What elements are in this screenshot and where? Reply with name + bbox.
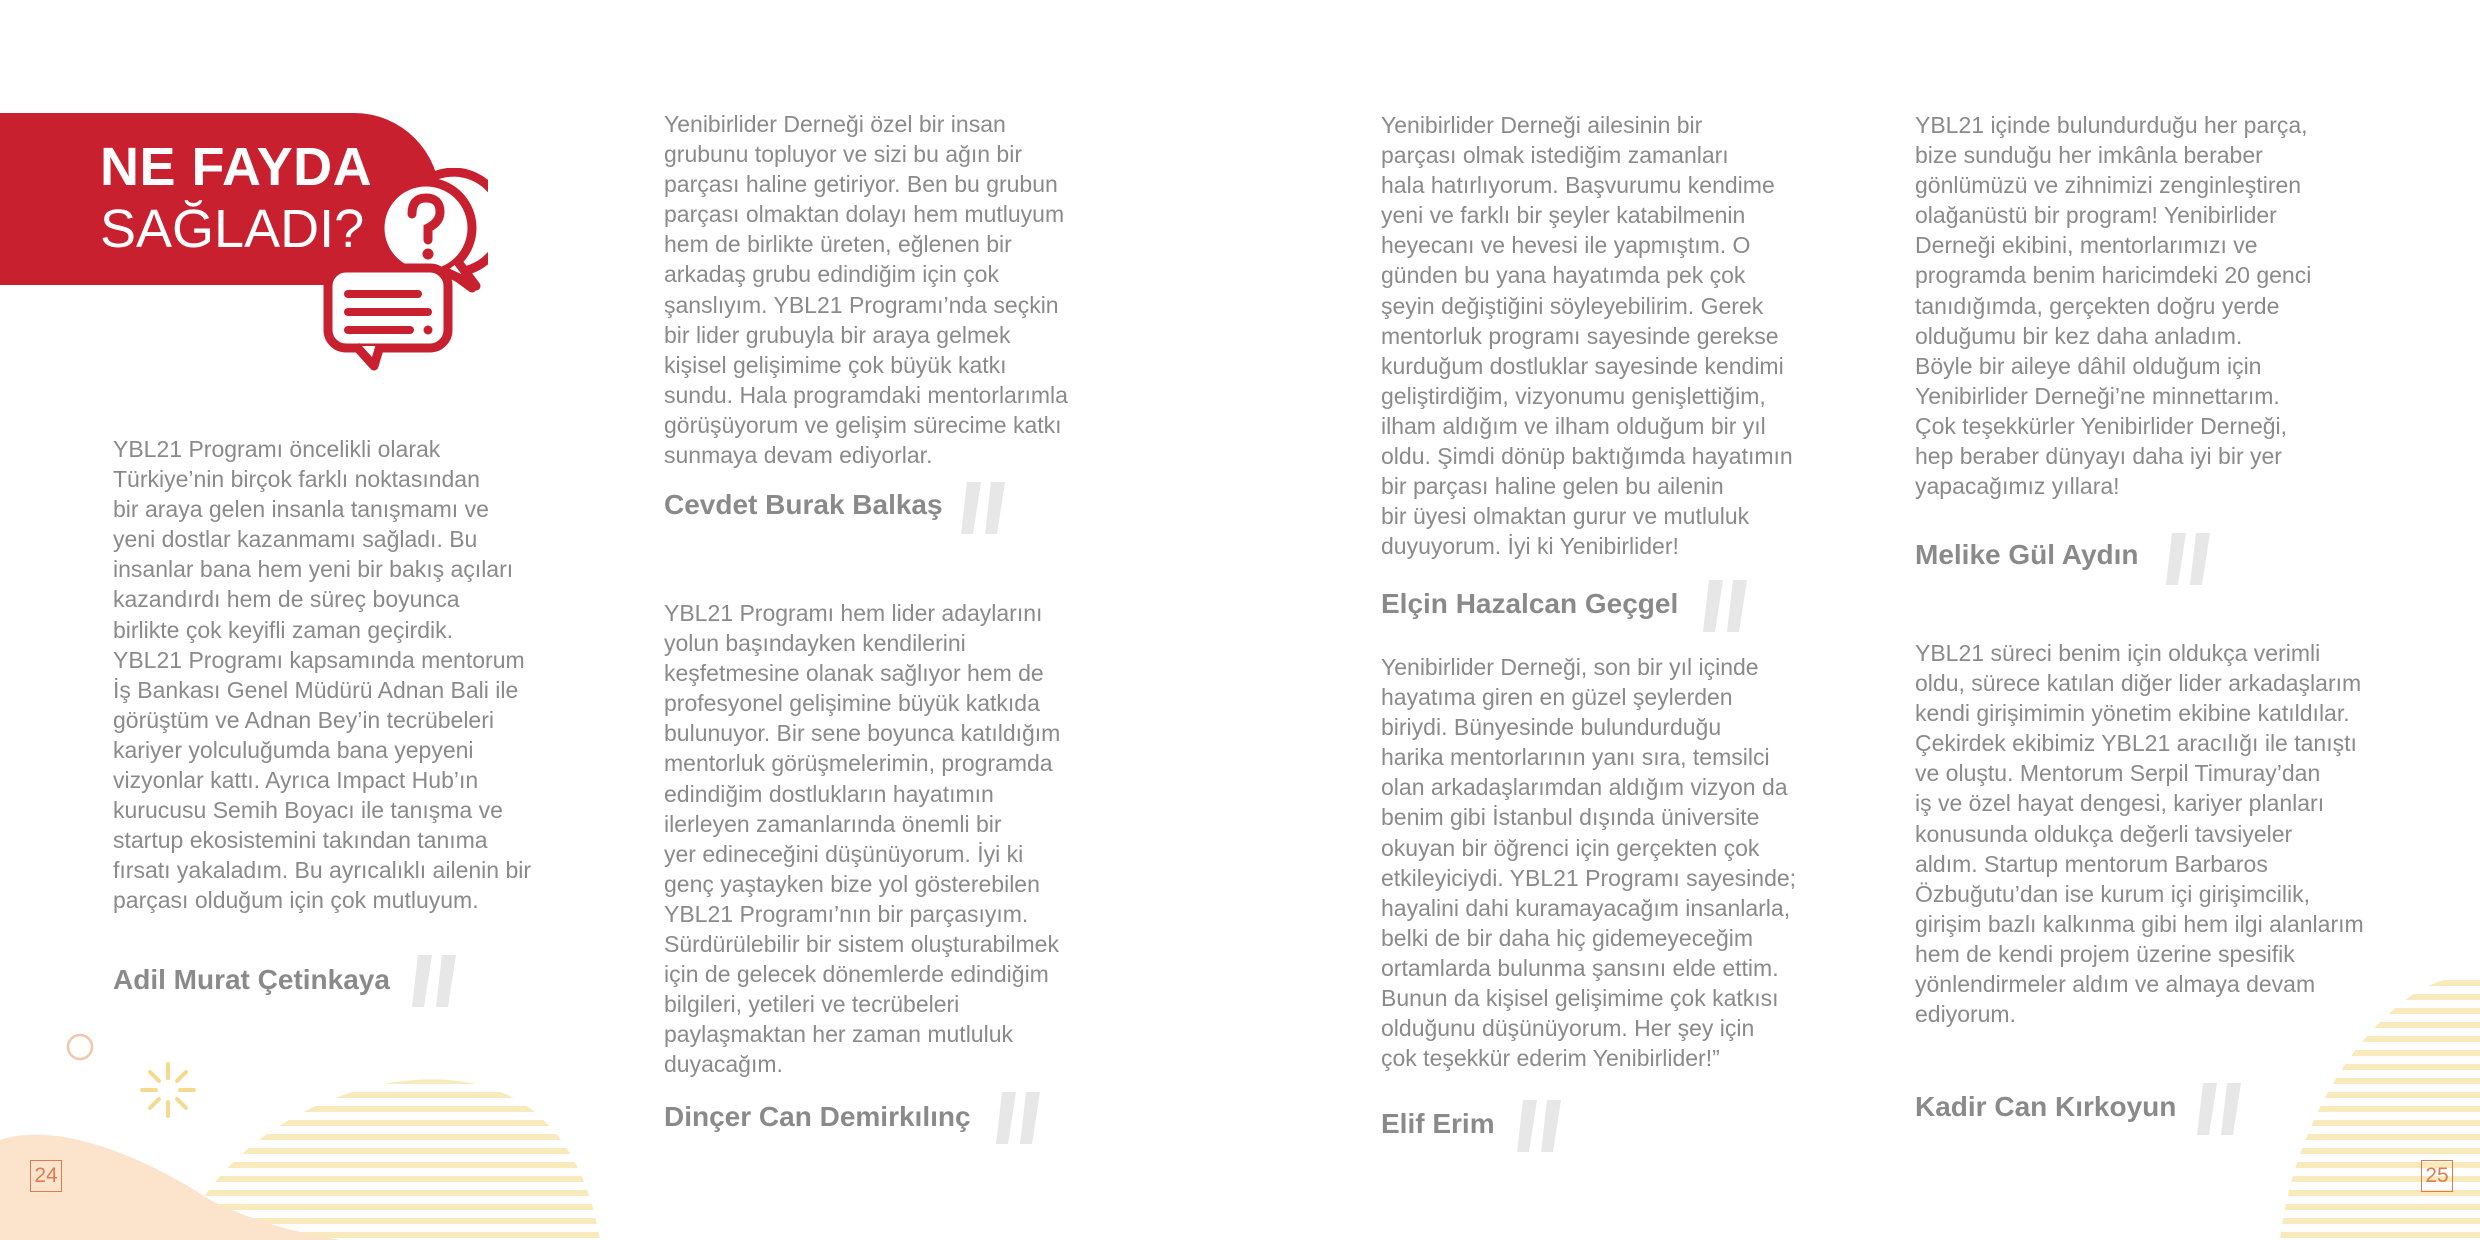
testimonial-text: YBL21 içinde bulundurduğu her parça, bize sunduğu her imkânla beraber gönlümüzü ve zihnimizi zenginleştiren olağanüstü bir program! Yenibirlider Derneği ekibini, mentorlarımızı ve programda benim haricimdeki 20 genci tanıdığımda, gerçekten doğru yerde olduğumu bir kez daha anladım. Böyle bir aileye dâhil olduğum için Yenibirlider Derneği’ne minnettarım. Çok teşekkürler Yenibirlider Derneği, hep beraber dünyayı daha iyi bir yer yapacağımız yıllara! bbox=[1915, 112, 2312, 500]
testimonial-text: YBL21 süreci benim için oldukça verimli oldu, sürece katılan diğer lider arkadaşlarım kendi girişimimin yönetim ekibine katıldılar. Çekirdek ekibimiz YBL21 aracılığı ile tanıştı ve oluştu. Mentorum Serpil Timuray’dan iş ve özel hayat dengesi, kariyer planları konusunda oldukça değerli tavsiyeler aldım. Startup mentorum Barbaros Özbuğutu’dan ise kurum içi girişimcilik, girişim bazlı kalkınma gibi hem ilgi alanlarım hem de kendi projem üzerine spesifik yönlendirmeler aldım ve almaya devam ediyorum. bbox=[1915, 640, 2364, 1028]
testimonial-author: Dinçer Can Demirkılınç bbox=[664, 1101, 971, 1132]
question-chat-icon bbox=[318, 168, 488, 373]
quote-icon bbox=[961, 482, 1011, 534]
testimonial-author: Elçin Hazalcan Geçgel bbox=[1381, 588, 1679, 619]
quote-icon bbox=[1703, 580, 1753, 632]
testimonial-text: YBL21 Programı öncelikli olarak Türkiye’nin birçok farklı noktasından bir araya gelen insanla tanışmamı ve yeni dostlar kazanmamı sağladı. Bu insanlar bana hem yeni bir bakış açıları kazandırdı hem de süreç boyunca birlikte çok keyifli zaman geçirdik. YBL21 Programı kapsamında mentorum İş Bankası Genel Müdürü Adnan Bali ile görüştüm ve Adnan Bey’in tecrübeleri kariyer yolculuğumda bana yepyeni vizyonlar kattı. Ayrıca Impact Hub’ın kurucusu Semih Boyacı ile tanışma ve startup ekosistemini takından tanıma fırsatı yakaladım. Bu ayrıcalıklı ailenin bir parçası olduğum için çok mutluyum. bbox=[113, 436, 531, 914]
testimonial-text: Yenibirlider Derneği özel bir insan grubunu topluyor ve sizi bu ağın bir parçası haline getiriyor. Ben bu grubun parçası olmaktan dolayı hem mutluyum hem de birlikte üreten, eğlenen bir arkadaş grubu edindiğim için çok şanslıyım. YBL21 Programı’nda seçkin bir lider grubuyla bir araya gelmek kişisel gelişimime çok büyük katkı sundu. Hala programdaki mentorlarımla görüşüyorum ve gelişim sürecime katkı sunmaya devam ediyorlar. bbox=[664, 111, 1068, 469]
testimonial-text: Yenibirlider Derneği, son bir yıl içinde hayatıma giren en güzel şeylerden biriydi. Bünyesinde bulundurduğu harika mentorlarının yanı sıra, temsilci olan arkadaşlarımdan aldığım vizyon da benim gibi İstanbul dışında üniversite okuyan bir öğrenci için gerçekten çok etkileyiciydi. YBL21 Programı sayesinde; hayalini dahi kuramayacağım insanlarla, belki de bir daha hiç gidemeyeceğim ortamlarda bulunma şansını elde ettim. Bunun da kişisel gelişimime çok katkısı olduğunu düşünüyorum. Her şey için çok teşekkür ederim Yenibirlider!” bbox=[1381, 654, 1797, 1072]
quote-icon bbox=[1517, 1100, 1567, 1152]
testimonial-text: YBL21 Programı hem lider adaylarını yolun başındayken kendilerini keşfetmesine olanak sağlıyor hem de profesyonel gelişimine büyük katkıda bulunuyor. Bir sene boyunca katıldığım mentorluk görüşmelerimin, programda edindiğim dostlukların hayatımın ilerleyen zamanlarında önemli bir yer edineceğini düşünüyorum. İyi ki genç yaştayken bize yol gösterebilen YBL21 Programı’nın bir parçasıyım. Sürdürülebilir bir sistem oluşturabilmek için de gelecek dönemlerde edindiğim bilgileri, yetileri ve tecrübeleri paylaşmaktan her zaman mutluluk duyacağım. bbox=[664, 600, 1061, 1078]
quote-icon bbox=[2197, 1083, 2247, 1135]
testimonial-author: Cevdet Burak Balkaş bbox=[664, 489, 943, 520]
page-number-right: 25 bbox=[2421, 1160, 2453, 1192]
testimonial-author: Adil Murat Çetinkaya bbox=[113, 964, 390, 995]
page-title: NE FAYDA bbox=[100, 137, 373, 197]
testimonial-author: Melike Gül Aydın bbox=[1915, 539, 2139, 570]
page-subtitle: SAĞLADI? bbox=[100, 199, 365, 259]
testimonial-author: Kadir Can Kırkoyun bbox=[1915, 1091, 2177, 1122]
quote-icon bbox=[2166, 533, 2216, 585]
testimonial-author: Elif Erim bbox=[1381, 1108, 1495, 1139]
quote-icon bbox=[412, 955, 462, 1007]
quote-icon bbox=[996, 1092, 1046, 1144]
page-number-left: 24 bbox=[30, 1160, 62, 1192]
testimonial-text: Yenibirlider Derneği ailesinin bir parçası olmak istediğim zamanları hala hatırlıyorum. Başvurumu kendime yeni ve farklı bir şeyler katabilmenin heyecanı ve hevesi ile yapmıştım. O günden bu yana hayatımda pek çok şeyin değiştiğini söyleyebilirim. Gerek mentorluk programı sayesinde gerekse kurduğum dostluklar sayesinde kendimi geliştirdiğim, vizyonumu genişlettiğim, ilham aldığım ve ilham olduğum bir yıl oldu. Şimdi dönüp baktığımda hayatımın bir parçası haline gelen bu ailenin bir üyesi olmaktan gurur ve mutluluk duyuyorum. İyi ki Yenibirlider! bbox=[1381, 112, 1793, 560]
